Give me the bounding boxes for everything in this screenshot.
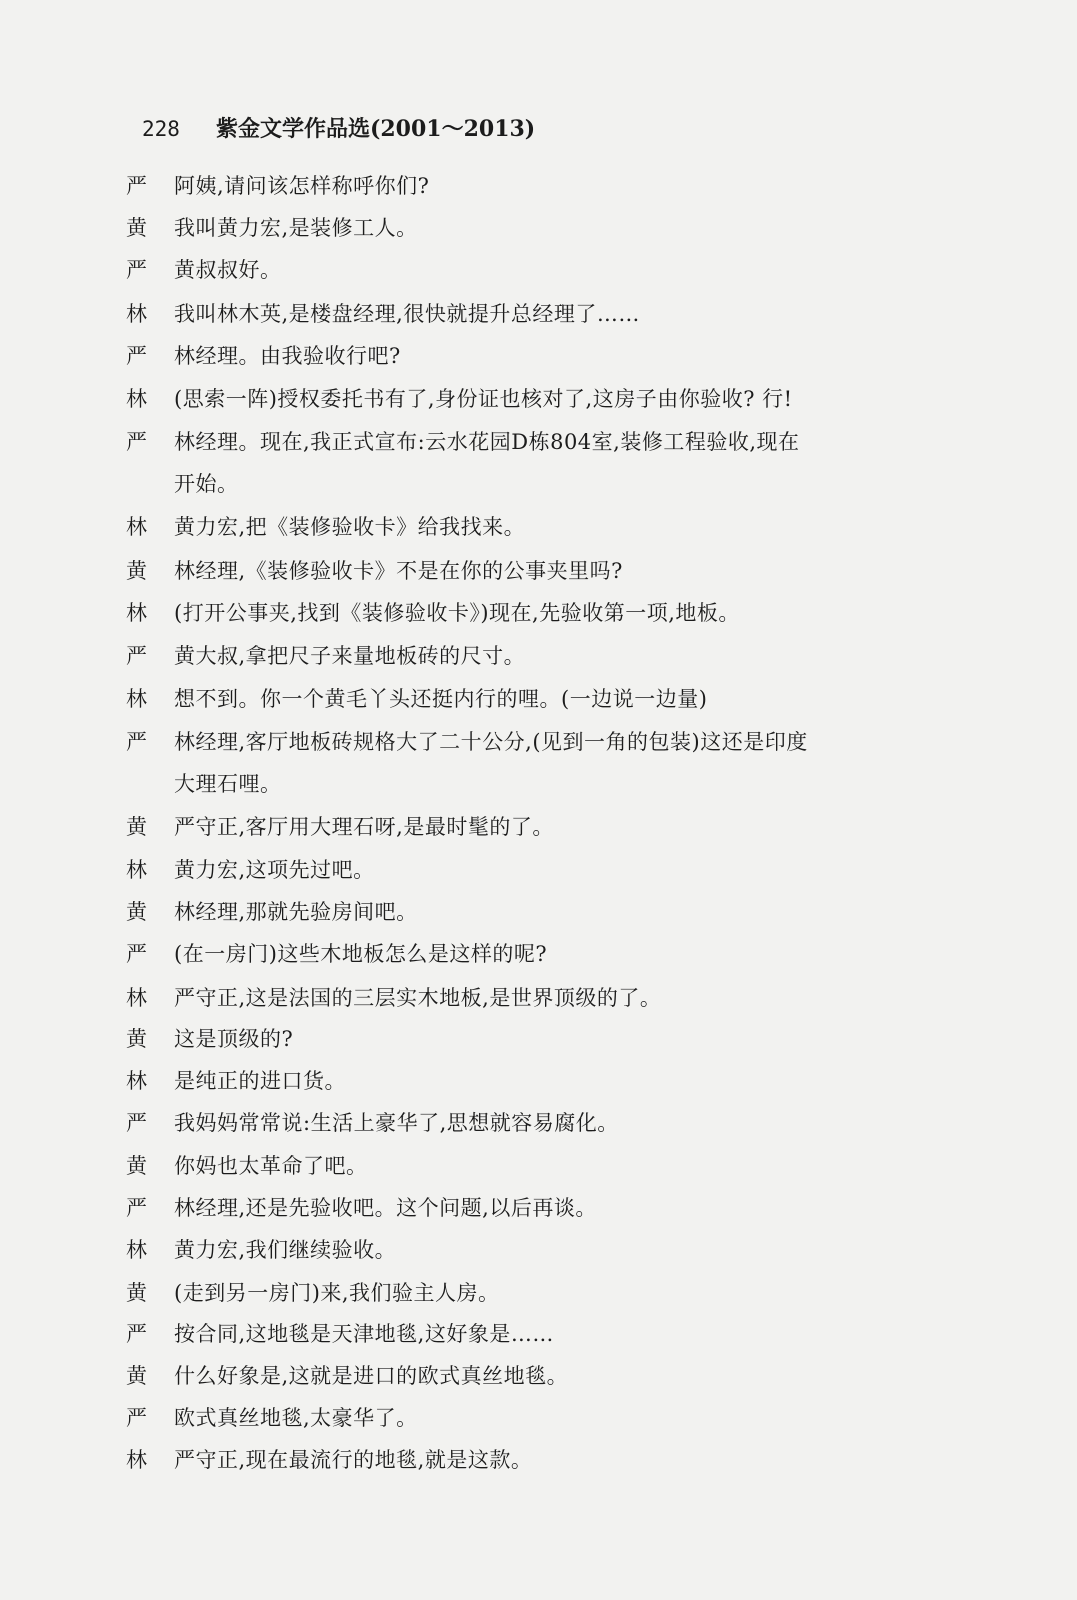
dialogue-text: 这是顶级的?: [174, 1027, 294, 1051]
dialogue-line: [126, 806, 936, 848]
dialogue-text: 林经理,那就先验房间吧。: [174, 900, 418, 924]
speaker-name: 黄: [126, 1027, 147, 1051]
dialogue-line: [126, 1060, 936, 1102]
dialogue-line: [126, 1145, 936, 1187]
dialogue-line: [126, 293, 936, 335]
dialogue-text: 大理石哩。: [174, 772, 282, 796]
dialogue-line: [126, 1355, 936, 1397]
dialogue-continuation: [126, 463, 936, 505]
speaker-name: 林: [126, 687, 147, 711]
speaker-name: 林: [126, 1448, 147, 1472]
dialogue-text: 严守正,现在最流行的地毯,就是这款。: [174, 1448, 533, 1472]
dialogue-line: [126, 378, 936, 420]
dialogue-text: 严守正,客厅用大理石呀,是最时髦的了。: [174, 815, 554, 839]
speaker-name: 严: [126, 644, 147, 668]
speaker-name: 林: [126, 302, 147, 326]
dialogue-line: [126, 1187, 936, 1229]
dialogue-text: (思索一阵)授权委托书有了,身份证也核对了,这房子由你验收? 行!: [174, 387, 793, 411]
dialogue-text: 我叫林木英,是楼盘经理,很快就提升总经理了……: [174, 302, 640, 326]
dialogue-text: 黄叔叔好。: [174, 258, 282, 282]
speaker-name: 严: [126, 942, 147, 966]
speaker-name: 黄: [126, 1364, 147, 1388]
dialogue-text: 阿姨,请问该怎样称呼你们?: [174, 174, 430, 198]
dialogue-line: [126, 1018, 936, 1060]
dialogue-text: 林经理,还是先验收吧。这个问题,以后再谈。: [174, 1196, 597, 1220]
dialogue-line: [126, 165, 936, 207]
speaker-name: 黄: [126, 216, 147, 240]
speaker-name: 林: [126, 601, 147, 625]
dialogue-text: 林经理。现在,我正式宣布:云水花园D栋804室,装修工程验收,现在: [174, 430, 800, 454]
dialogue-text: 黄力宏,我们继续验收。: [174, 1238, 397, 1262]
speaker-name: 林: [126, 387, 147, 411]
dialogue-text: 是纯正的进口货。: [174, 1069, 346, 1093]
dialogue-text: 黄力宏,这项先过吧。: [174, 858, 375, 882]
dialogue-line: [126, 1397, 936, 1439]
speaker-name: 严: [126, 430, 147, 454]
dialogue-line: [126, 592, 936, 634]
speaker-name: 黄: [126, 815, 147, 839]
speaker-name: 林: [126, 1238, 147, 1262]
dialogue-text: 林经理。由我验收行吧?: [174, 344, 401, 368]
speaker-name: 黄: [126, 900, 147, 924]
dialogue-text: 想不到。你一个黄毛丫头还挺内行的哩。(一边说一边量): [174, 687, 708, 711]
dialogue-text: (走到另一房门)来,我们验主人房。: [174, 1281, 500, 1305]
dialogue-text: 按合同,这地毯是天津地毯,这好象是……: [174, 1322, 554, 1346]
dialogue-line: [126, 1229, 936, 1271]
dialogue-line: [126, 335, 936, 377]
speaker-name: 黄: [126, 1281, 147, 1305]
dialogue-line: [126, 207, 936, 249]
speaker-name: 林: [126, 986, 147, 1010]
dialogue-text: 开始。: [174, 472, 239, 496]
dialogue-line: [126, 421, 936, 463]
dialogue-line: [126, 1272, 936, 1314]
speaker-name: 严: [126, 1196, 147, 1220]
speaker-name: 严: [126, 258, 147, 282]
dialogue-text: 严守正,这是法国的三层实木地板,是世界顶级的了。: [174, 986, 662, 1010]
dialogue-text: 林经理,《装修验收卡》不是在你的公事夹里吗?: [174, 559, 623, 583]
speaker-name: 黄: [126, 1154, 147, 1178]
dialogue-line: [126, 1102, 936, 1144]
speaker-name: 严: [126, 1322, 147, 1346]
page-header: [142, 112, 535, 152]
dialogue-line: [126, 977, 936, 1019]
dialogue-line: [126, 1439, 936, 1481]
dialogue-text: (打开公事夹,找到《装修验收卡》)现在,先验收第一项,地板。: [174, 601, 740, 625]
dialogue-text: (在一房门)这些木地板怎么是这样的呢?: [174, 942, 548, 966]
dialogue-line: [126, 249, 936, 291]
speaker-name: 严: [126, 1111, 147, 1135]
dialogue-line: [126, 849, 936, 891]
speaker-name: 林: [126, 858, 147, 882]
dialogue-line: [126, 506, 936, 548]
dialogue-line: [126, 933, 936, 975]
dialogue-text: 黄大叔,拿把尺子来量地板砖的尺寸。: [174, 644, 526, 668]
dialogue-text: 什么好象是,这就是进口的欧式真丝地毯。: [174, 1364, 569, 1388]
dialogue-line: [126, 891, 936, 933]
dialogue-text: 黄力宏,把《装修验收卡》给我找来。: [174, 515, 526, 539]
page-number: 228: [142, 117, 180, 141]
dialogue-line: [126, 721, 936, 763]
speaker-name: 严: [126, 174, 147, 198]
speaker-name: 严: [126, 1406, 147, 1430]
book-title: 紫金文学作品选(2001～2013): [215, 116, 536, 142]
dialogue-continuation: [126, 763, 936, 805]
dialogue-text: 我妈妈常常说:生活上豪华了,思想就容易腐化。: [174, 1111, 619, 1135]
speaker-name: 严: [126, 730, 147, 754]
dialogue-line: [126, 635, 936, 677]
speaker-name: 严: [126, 344, 147, 368]
speaker-name: 黄: [126, 559, 147, 583]
dialogue-line: [126, 550, 936, 592]
speaker-name: 林: [126, 1069, 147, 1093]
dialogue-text: 你妈也太革命了吧。: [174, 1154, 368, 1178]
dialogue-line: [126, 1313, 936, 1355]
dialogue-text: 林经理,客厅地板砖规格大了二十公分,(见到一角的包装)这还是印度: [174, 730, 808, 754]
dialogue-text: 我叫黄力宏,是装修工人。: [174, 216, 418, 240]
dialogue-text: 欧式真丝地毯,太豪华了。: [174, 1406, 418, 1430]
dialogue-line: [126, 678, 936, 720]
speaker-name: 林: [126, 515, 147, 539]
